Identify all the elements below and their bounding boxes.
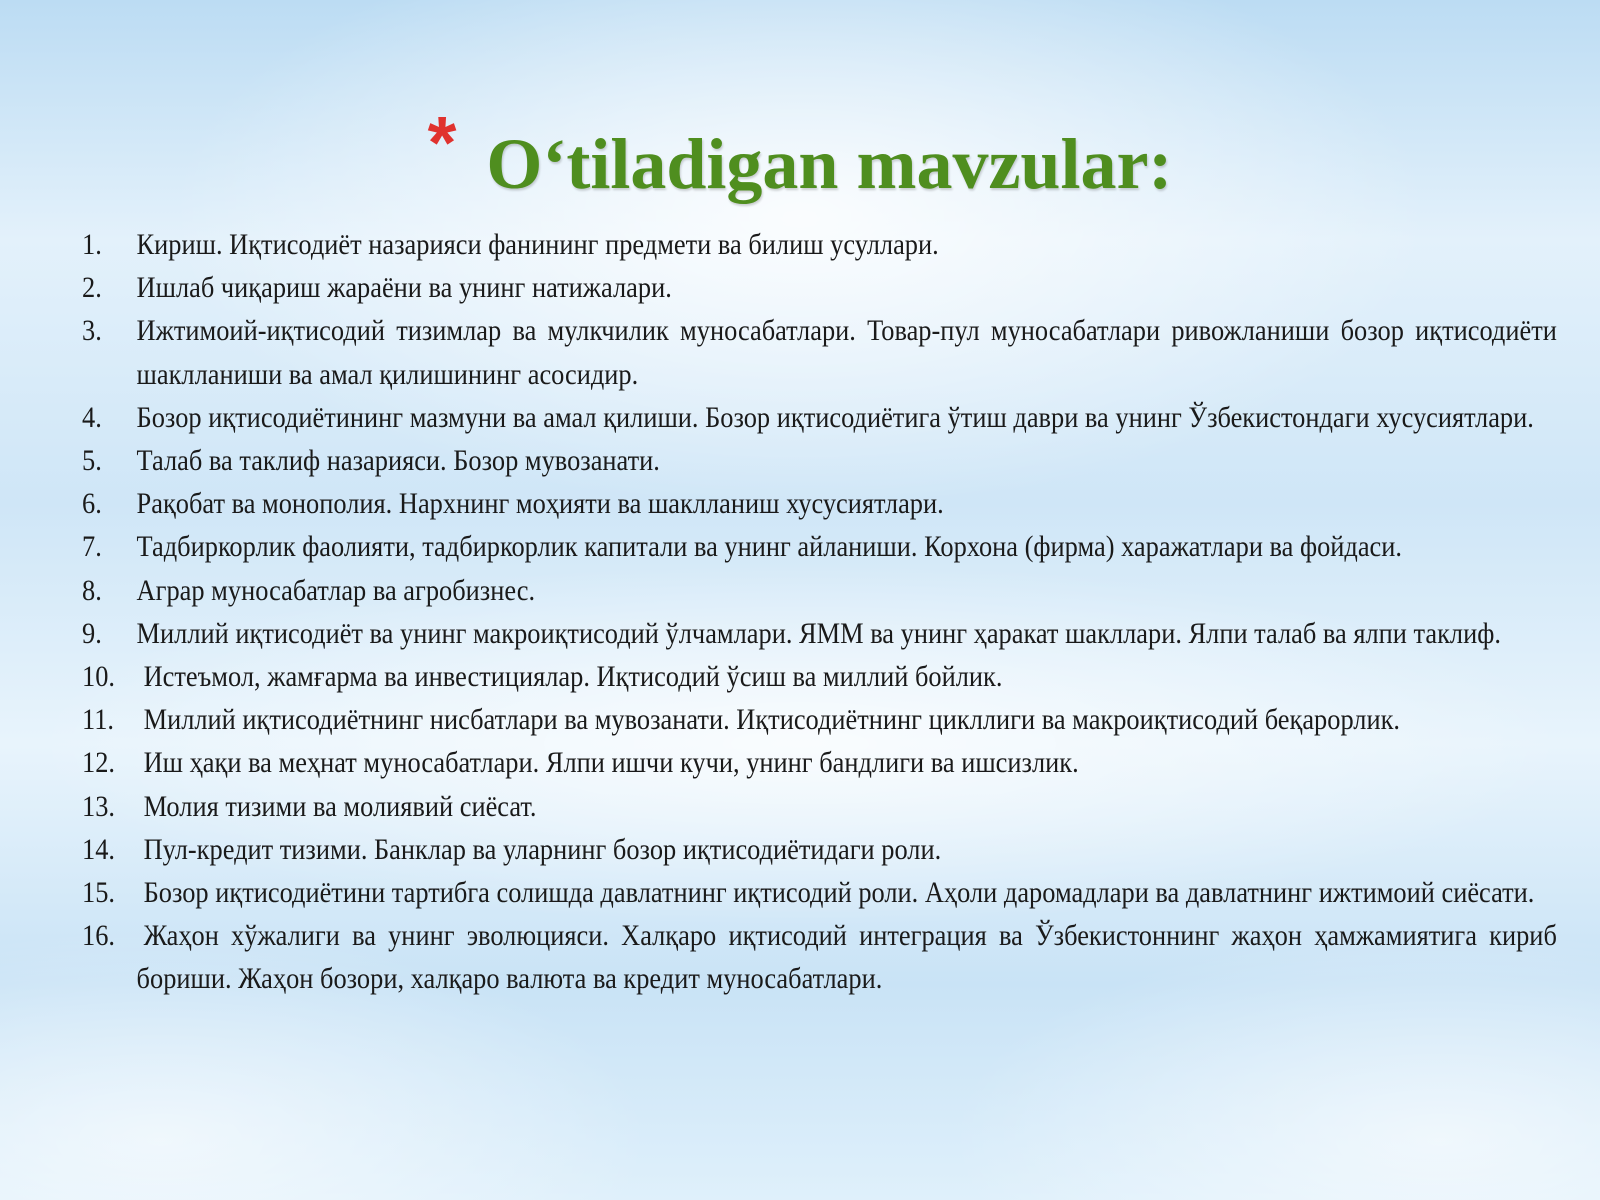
list-item-text: Пул-кредит тизими. Банклар ва уларнинг бозор иқтисодиётидаги роли. (143, 832, 942, 866)
list-item-number: 3. (82, 314, 102, 348)
list-item-number: 1. (82, 228, 102, 261)
list-item (82, 785, 1557, 828)
list-item (82, 266, 1557, 309)
list-item (82, 828, 1557, 871)
list-item-text: Тадбиркорлик фаолияти, тадбиркорлик капитали ва унинг айланиши. Корхона (фирма) харажатлари ва фойдаси. (136, 530, 1403, 564)
list-item-text: Ишлаб чиқариш жараёни ва унинг натижалари. (136, 271, 672, 305)
list-item (82, 223, 1557, 266)
list-item-text: Жаҳон хўжалиги ва унинг эволюцияси. Халқаро иқтисодий интеграция ва Ўзбекистоннинг жаҳон ҳамжамиятига кириб бориши. Жаҳон бозори, халқаро валюта ва кредит муносабатлари. (136, 919, 1557, 996)
list-item-text: Иш ҳақи ва меҳнат муносабатлари. Ялпи ишчи кучи, унинг бандлиги ва ишсизлик. (143, 746, 1079, 780)
list-item-number: 5. (82, 444, 102, 478)
list-item-number: 14. (82, 832, 115, 866)
list-item (82, 396, 1557, 439)
list-item (82, 871, 1557, 914)
list-item-number: 7. (82, 530, 102, 564)
list-item-text: Молия тизими ва молиявий сиёсат. (143, 789, 537, 823)
list-item (82, 612, 1557, 655)
list-item (82, 482, 1557, 525)
list-item (82, 569, 1557, 612)
list-item (82, 698, 1557, 741)
slide-title: O‘tiladigan mavzular: (486, 124, 1173, 204)
list-item-number: 13. (82, 789, 115, 823)
list-item-number: 8. (82, 573, 102, 607)
list-item-text: Аграр муносабатлар ва агробизнес. (136, 573, 536, 607)
list-item-number: 2. (82, 271, 102, 305)
list-item-number: 16. (82, 919, 115, 953)
list-item-text: Ижтимоий-иқтисодий тизимлар ва мулкчилик муносабатлари. Товар-пул муносабатлари ривожланиши бозор иқтисодиёти шаклланиши ва амал қилишининг асосидир. (136, 314, 1557, 391)
topic-list (82, 223, 1557, 1001)
asterisk-bullet-icon: * (427, 101, 457, 184)
list-item-text: Бозор иқтисодиётининг мазмуни ва амал қилиши. Бозор иқтисодиётига ўтиш даври ва унинг Ўзбекистондаги хусусиятлари. (136, 400, 1534, 434)
list-item (82, 309, 1557, 395)
list-item-text: Рақобат ва монополия. Нархнинг моҳияти ва шаклланиш хусусиятлари. (136, 487, 944, 521)
list-item-number: 15. (82, 876, 115, 910)
list-item-number: 12. (82, 746, 115, 780)
list-item (82, 525, 1557, 568)
list-item-number: 10. (82, 660, 115, 694)
slide-title-row (0, 100, 1600, 210)
list-item (82, 655, 1557, 698)
list-item-number: 4. (82, 400, 102, 434)
list-item-text: Бозор иқтисодиётини тартибга солишда давлатнинг иқтисодий роли. Аҳоли даромадлари ва давлатнинг ижтимоий сиёсати. (143, 876, 1535, 910)
list-item (82, 439, 1557, 482)
list-item-number: 9. (82, 616, 102, 650)
list-item-text: Истеъмол, жамғарма ва инвестициялар. Иқтисодий ўсиш ва миллий бойлик. (143, 660, 1003, 694)
list-item (82, 914, 1557, 1000)
list-item-text: Кириш. Иқтисодиёт назарияси фанининг предмети ва билиш усуллари. (136, 228, 939, 261)
list-item-text: Талаб ва таклиф назарияси. Бозор мувозанати. (136, 444, 660, 478)
list-item-number: 11. (82, 703, 115, 737)
list-item-text: Миллий иқтисодиётнинг нисбатлари ва мувозанати. Иқтисодиётнинг цикллиги ва макроиқтисодий беқарорлик. (143, 703, 1401, 737)
list-item-text: Миллий иқтисодиёт ва унинг макроиқтисодий ўлчамлари. ЯММ ва унинг ҳаракат шакллари. Ялпи талаб ва ялпи таклиф. (136, 616, 1501, 650)
list-item (82, 741, 1557, 784)
list-item-number: 6. (82, 487, 102, 521)
